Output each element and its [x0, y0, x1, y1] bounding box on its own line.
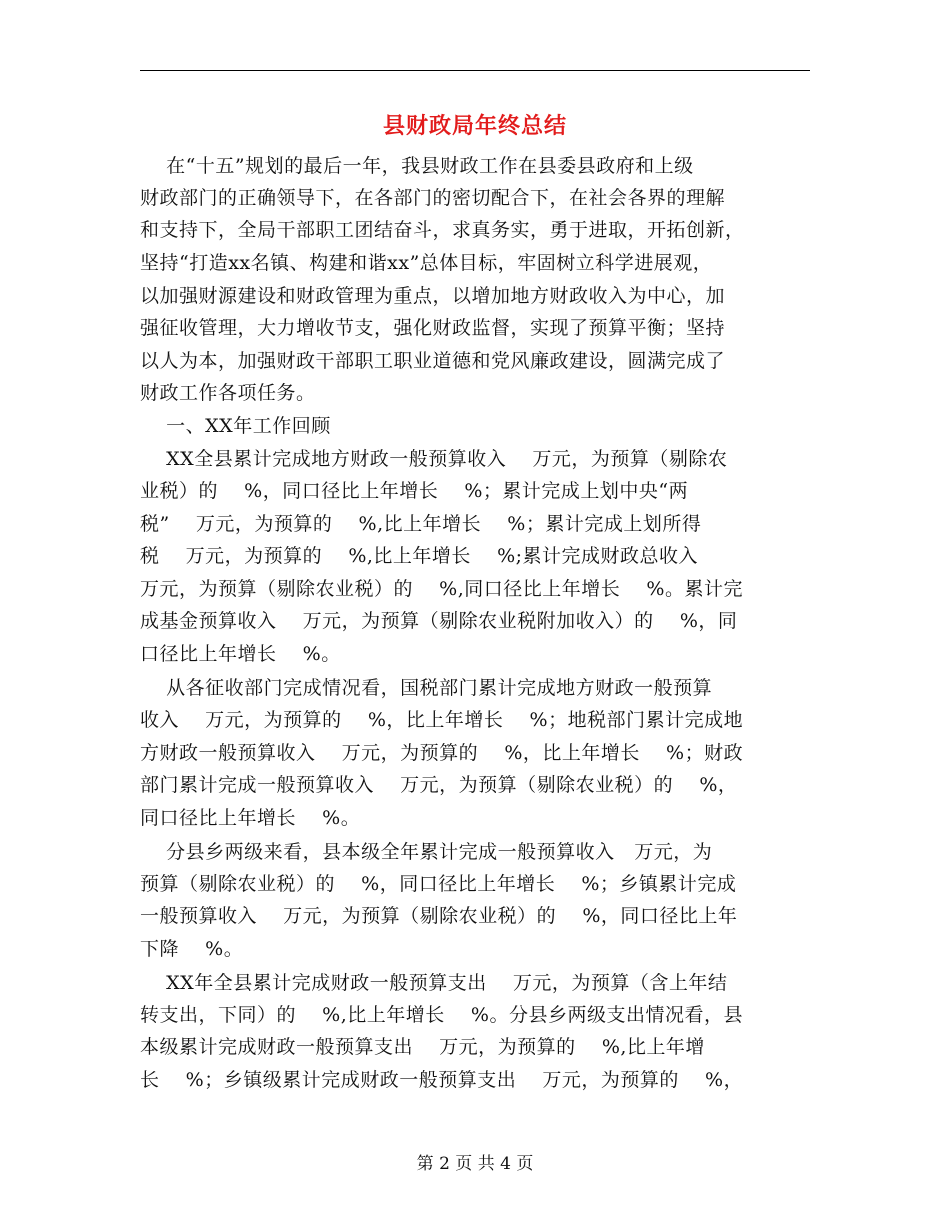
body-line: 强征收管理，大力增收节支，强化财政监督，实现了预算平衡；坚持	[140, 317, 726, 339]
body-line: 转支出，下同）的 %,比上年增长 %。分县乡两级支出情况看，县	[140, 1004, 743, 1026]
body-line: 万元，为预算（剔除农业税）的 %,同口径比上年增长 %。累计完	[140, 578, 743, 600]
body-line: 一般预算收入 万元，为预算（剔除农业税）的 %，同口径比上年	[140, 905, 738, 927]
section-heading: 一、XX年工作回顾	[140, 415, 331, 437]
body-line: 以加强财源建设和财政管理为重点，以增加地方财政收入为中心，加	[140, 285, 726, 307]
body-line: 在“十五”规划的最后一年，我县财政工作在县委县政府和上级	[140, 155, 694, 177]
body-line: 坚持“打造xx名镇、构建和谐xx”总体目标，牢固树立科学进展观，	[140, 252, 713, 274]
body-line: 以人为本，加强财政干部职工职业道德和党风廉政建设，圆满完成了	[140, 350, 726, 372]
body-line: 财政工作各项任务。	[140, 382, 316, 404]
body-line: 本级累计完成财政一般预算支出 万元，为预算的 %,比上年增	[140, 1036, 705, 1058]
header-rule	[140, 70, 810, 71]
page-number-footer: 第 2 页 共 4 页	[416, 1154, 534, 1174]
body-line: 业税）的 %，同口径比上年增长 %；累计完成上划中央“两	[140, 480, 689, 502]
body-line: 分县乡两级来看，县本级全年累计完成一般预算收入 万元，为	[140, 841, 713, 863]
document-title: 县财政局年终总结	[382, 113, 567, 139]
body-line: 财政部门的正确领导下，在各部门的密切配合下，在社会各界的理解	[140, 187, 726, 209]
body-line: XX全县累计完成地方财政一般预算收入 万元，为预算（剔除农	[140, 448, 728, 470]
body-line: 口径比上年增长 %。	[140, 643, 341, 665]
body-line: XX年全县累计完成财政一般预算支出 万元，为预算（含上年结	[140, 972, 728, 994]
body-line: 税” 万元，为预算的 %,比上年增长 %；累计完成上划所得	[140, 513, 702, 535]
body-line: 预算（剔除农业税）的 %，同口径比上年增长 %；乡镇累计完成	[140, 873, 737, 895]
body-line: 从各征收部门完成情况看，国税部门累计完成地方财政一般预算	[140, 677, 713, 699]
body-line: 部门累计完成一般预算收入 万元，为预算（剔除农业税）的 %，	[140, 774, 738, 796]
body-line: 下降 %。	[140, 938, 244, 960]
body-line: 长 %；乡镇级累计完成财政一般预算支出 万元，为预算的 %，	[140, 1069, 744, 1091]
body-line: 成基金预算收入 万元，为预算（剔除农业税附加收入）的 %，同	[140, 610, 738, 632]
body-line: 税 万元，为预算的 %,比上年增长 %;累计完成财政总收入	[140, 545, 699, 567]
body-line: 方财政一般预算收入 万元，为预算的 %，比上年增长 %；财政	[140, 742, 744, 764]
body-line: 同口径比上年增长 %。	[140, 807, 361, 829]
body-line: 和支持下，全局干部职工团结奋斗，求真务实，勇于进取，开拓创新，	[140, 219, 745, 241]
body-line: 收入 万元，为预算的 %，比上年增长 %；地税部门累计完成地	[140, 709, 744, 731]
